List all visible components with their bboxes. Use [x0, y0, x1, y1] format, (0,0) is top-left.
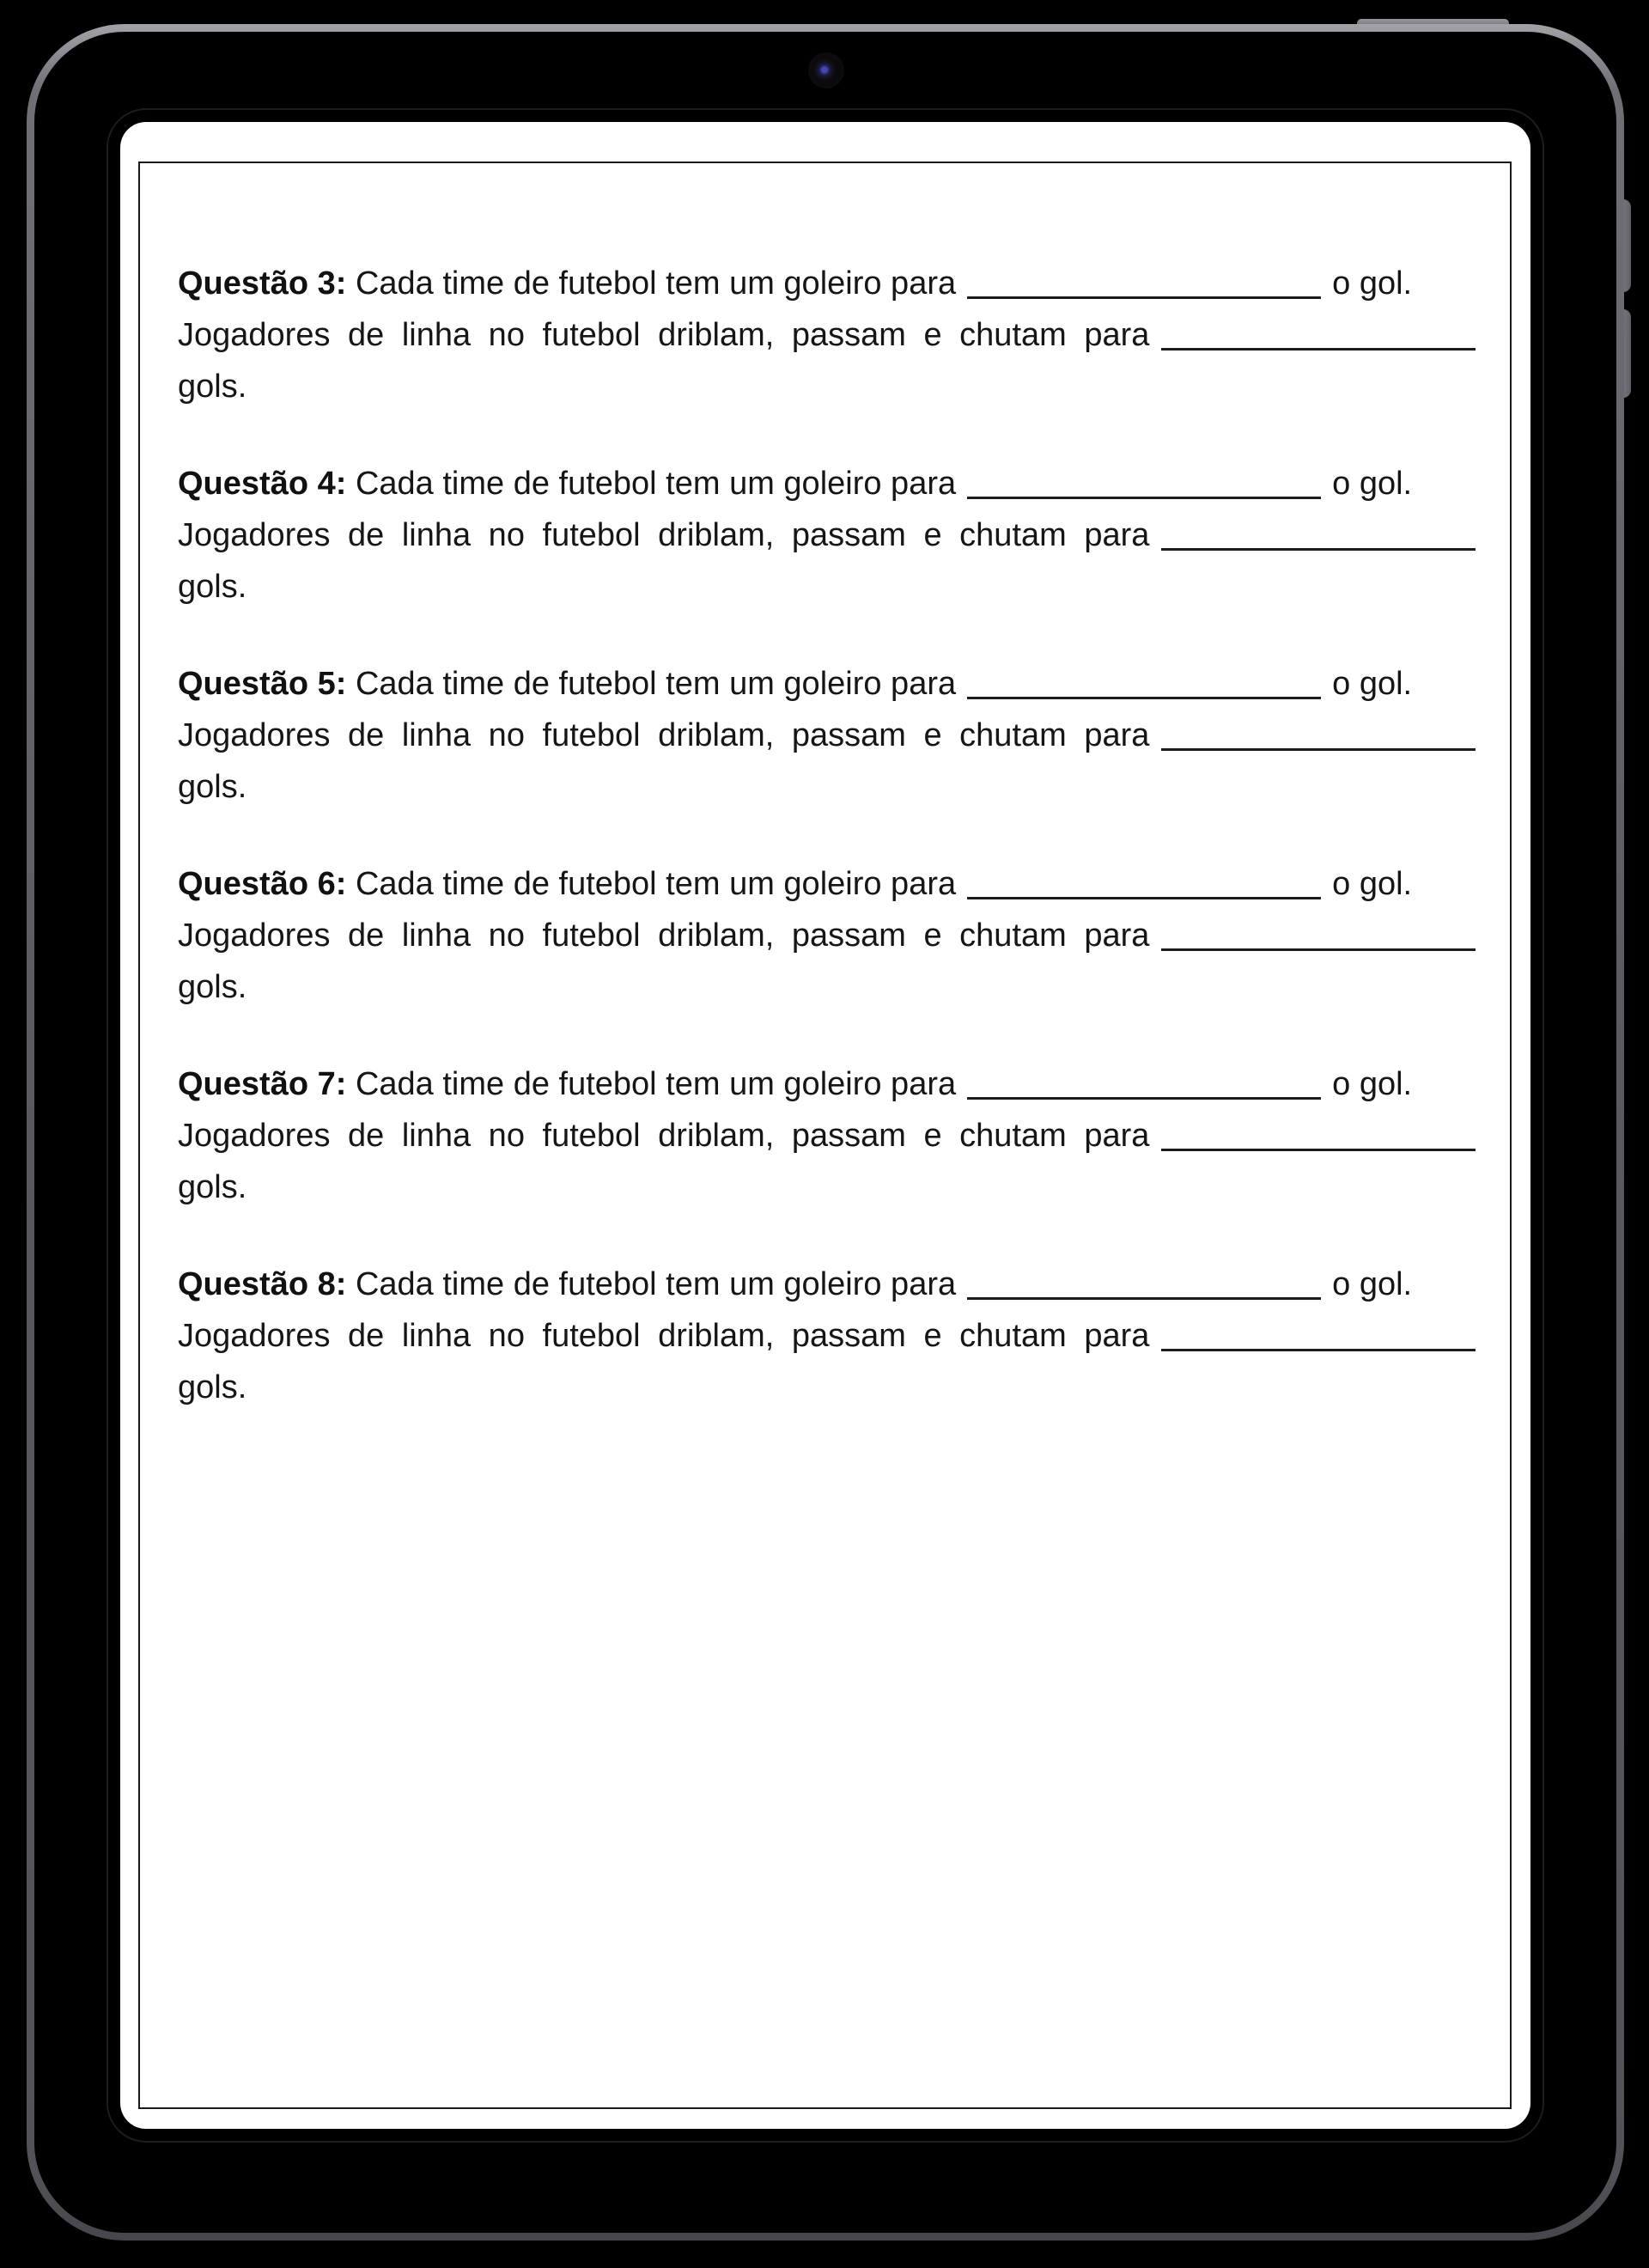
- answer-blank-2: [1161, 748, 1476, 751]
- question-text-line2: Jogadores de linha no futebol driblam, passam e chutam para: [178, 717, 1150, 753]
- question-line-3: gols.: [178, 769, 247, 805]
- answer-blank-1: [967, 1097, 1321, 1100]
- question-text-before-blank: Cada time de futebol tem um goleiro para: [355, 265, 957, 302]
- question-text-before-blank: Cada time de futebol tem um goleiro para: [355, 1266, 957, 1302]
- question-line-2: [178, 1110, 1476, 1161]
- question-line-3: gols.: [178, 969, 247, 1005]
- question-text-line2: Jogadores de linha no futebol driblam, passam e chutam para: [178, 918, 1150, 954]
- question-text-line2: Jogadores de linha no futebol driblam, passam e chutam para: [178, 517, 1150, 553]
- answer-blank-2: [1161, 948, 1476, 951]
- question-text-after-blank: o gol.: [1332, 666, 1413, 702]
- answer-blank-2: [1161, 1149, 1476, 1151]
- question-text-before-blank: Cada time de futebol tem um goleiro para: [355, 666, 957, 702]
- question-line-1: [178, 1058, 1476, 1110]
- question-line-2: [178, 910, 1476, 961]
- question-line-2: [178, 710, 1476, 761]
- answer-blank-2: [1161, 348, 1476, 351]
- question-text-after-blank: o gol.: [1332, 1266, 1413, 1302]
- question-line-3: gols.: [178, 569, 247, 605]
- question-label: Questão 5:: [178, 666, 347, 702]
- question-block-5: [178, 658, 1476, 813]
- document-content: [140, 163, 1510, 1413]
- question-text-before-blank: Cada time de futebol tem um goleiro para: [355, 866, 957, 902]
- question-line-2: [178, 309, 1476, 361]
- tablet-screen: [120, 122, 1530, 2129]
- question-line-3: gols.: [178, 369, 247, 405]
- question-text-before-blank: Cada time de futebol tem um goleiro para: [355, 1066, 957, 1102]
- question-text-before-blank: Cada time de futebol tem um goleiro para: [355, 466, 957, 502]
- question-label: Questão 8:: [178, 1266, 347, 1302]
- answer-blank-1: [967, 497, 1321, 499]
- question-text-line2: Jogadores de linha no futebol driblam, passam e chutam para: [178, 1118, 1150, 1154]
- question-line-2: [178, 509, 1476, 561]
- question-block-6: [178, 858, 1476, 1013]
- question-block-8: [178, 1259, 1476, 1413]
- question-line-1: [178, 658, 1476, 710]
- question-line-1: [178, 1259, 1476, 1310]
- question-line-3: gols.: [178, 1169, 247, 1205]
- answer-blank-2: [1161, 548, 1476, 551]
- question-block-4: [178, 458, 1476, 613]
- question-line-2: [178, 1310, 1476, 1362]
- answer-blank-1: [967, 897, 1321, 899]
- question-line-1: [178, 258, 1476, 309]
- question-text-after-blank: o gol.: [1332, 1066, 1413, 1102]
- question-text-after-blank: o gol.: [1332, 265, 1413, 302]
- question-block-3: [178, 258, 1476, 412]
- question-line-3: gols.: [178, 1369, 247, 1405]
- question-line-1: [178, 858, 1476, 910]
- document-page: [138, 162, 1512, 2109]
- question-block-7: [178, 1058, 1476, 1213]
- question-label: Questão 6:: [178, 866, 347, 902]
- answer-blank-1: [967, 296, 1321, 299]
- question-line-1: [178, 458, 1476, 509]
- answer-blank-1: [967, 1297, 1321, 1300]
- question-text-after-blank: o gol.: [1332, 466, 1413, 502]
- question-text-line2: Jogadores de linha no futebol driblam, passam e chutam para: [178, 317, 1150, 353]
- question-label: Questão 4:: [178, 466, 347, 502]
- answer-blank-2: [1161, 1349, 1476, 1351]
- question-label: Questão 3:: [178, 265, 347, 302]
- question-label: Questão 7:: [178, 1066, 347, 1102]
- question-text-line2: Jogadores de linha no futebol driblam, passam e chutam para: [178, 1318, 1150, 1354]
- answer-blank-1: [967, 697, 1321, 699]
- question-text-after-blank: o gol.: [1332, 866, 1413, 902]
- front-camera-icon: [812, 56, 841, 85]
